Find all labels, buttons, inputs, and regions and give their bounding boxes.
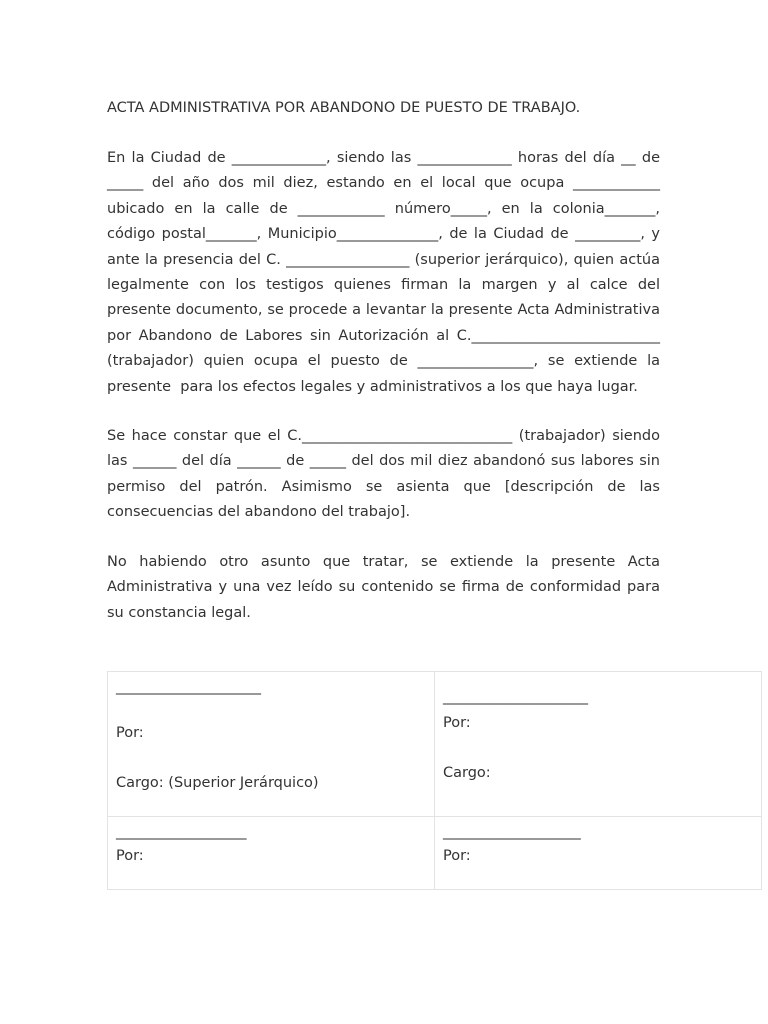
signature-line: ____________________ xyxy=(443,689,588,705)
signature-cargo-label: Cargo: xyxy=(443,765,491,781)
paragraph-constancia: Se hace constar que el C._____________________________ (trabajador) siendo las ______ del día ______ de _____ del dos mil diez abandonó sus labores sin permiso del patrón. Asimismo se asienta que [descripción de las consecuencias del abandono del trabajo]. xyxy=(107,428,665,521)
signature-cell-second xyxy=(435,672,762,817)
paragraph-acta-intro: En la Ciudad de _____________, siendo las _____________ horas del día __ de _____ del año dos mil diez, estando en el local que ocupa ____________ ubicado en la calle de ____________ número_____, en la colonia_______, código postal_______, Municipio______________, de la Ciudad de _________, y ante la presencia del C. _________________ (superior jerárquico), quien actúa legalmente con los testigos quienes firman la margen y al calce del presente documento, se procede a levantar la presente Acta Administrativa por Abandono de Labores sin Autorización al C.__________________________ (trabajador) quien ocupa el puesto de ________________, se extiende la presente para los efectos legales y administrativos a los que haya lugar. xyxy=(107,150,665,395)
signature-por-label: Por: xyxy=(116,848,144,864)
signature-cell-witness-1 xyxy=(108,817,435,890)
signature-line: __________________ xyxy=(116,824,247,840)
signature-table xyxy=(107,671,762,890)
signature-line: ____________________ xyxy=(116,679,261,695)
signature-por-label: Por: xyxy=(116,725,144,741)
paragraph-cierre: No habiendo otro asunto que tratar, se extiende la presente Acta Administrativa y una vez leído su contenido se firma de conformidad para su constancia legal. xyxy=(107,553,665,621)
signature-cell-witness-2 xyxy=(435,817,762,890)
document-body xyxy=(107,96,665,626)
document-title: ACTA ADMINISTRATIVA POR ABANDONO DE PUESTO DE TRABAJO. xyxy=(107,100,581,116)
signature-row xyxy=(108,817,762,890)
signature-cell-superior xyxy=(108,672,435,817)
signature-por-label: Por: xyxy=(443,848,471,864)
signature-row xyxy=(108,672,762,817)
signature-line: ___________________ xyxy=(443,824,581,840)
signature-por-label: Por: xyxy=(443,715,471,731)
signature-cargo-label: Cargo: (Superior Jerárquico) xyxy=(116,775,319,791)
